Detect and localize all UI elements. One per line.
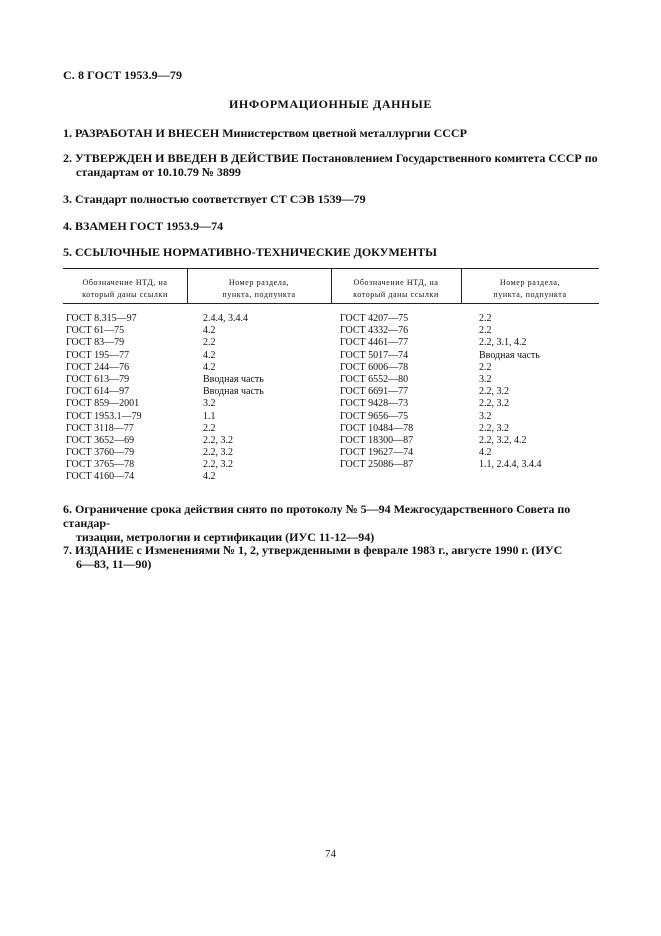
item-text: ССЫЛОЧНЫЕ НОРМАТИВНО-ТЕХНИЧЕСКИЕ ДОКУМЕНТЫ — [75, 245, 437, 259]
table-cell: ГОСТ 4207—75 — [340, 313, 409, 324]
table-cell: 2.2, 3.1, 4.2 — [479, 337, 527, 349]
item-number: 6. — [63, 502, 72, 516]
table-cell: ГОСТ 18300—87 — [340, 434, 414, 446]
table-cell: ГОСТ 9428—73 — [340, 398, 409, 410]
header-line: пункта, подпункта — [493, 290, 567, 299]
table-cell: 2.2 — [203, 337, 216, 349]
table-cell: 3.2 — [479, 373, 492, 385]
table-cell: ГОСТ 4160—74 — [66, 471, 135, 483]
table-cell: ГОСТ 8.315—97 — [66, 313, 137, 324]
column-header-section-2 — [461, 277, 599, 301]
table-cell: ГОСТ 859—2001 — [66, 398, 140, 410]
item-5 — [63, 245, 603, 259]
page-number: 74 — [325, 848, 336, 860]
item-7 — [63, 543, 603, 571]
table-cell: ГОСТ 5017—74 — [340, 349, 409, 361]
table-cell: ГОСТ 613—79 — [66, 373, 130, 385]
item-2 — [63, 151, 603, 179]
table-cell: ГОСТ 4332—76 — [340, 325, 409, 337]
table-cell: 2.2 — [203, 422, 216, 434]
item-1 — [63, 126, 603, 140]
item-number: 4. — [63, 219, 72, 233]
header-line: Обозначение НТД, на — [353, 278, 439, 287]
table-cell: 4.2 — [203, 471, 216, 483]
page-header: С. 8 ГОСТ 1953.9—79 — [63, 68, 183, 82]
item-text-continuation: 6—83, 11—90) — [76, 557, 152, 571]
table-cell: ГОСТ 25086—87 — [340, 459, 414, 471]
item-number: 1. — [63, 126, 72, 140]
table-cell: 2.2, 3.2 — [203, 459, 233, 471]
table-cell: ГОСТ 244—76 — [66, 361, 130, 373]
item-text-continuation: тизации, метрологии и сертификации (ИУС 11-12—94) — [76, 530, 375, 544]
column-right-documents — [340, 313, 413, 471]
item-text: ВЗАМЕН ГОСТ 1953.9—74 — [75, 219, 224, 233]
column-header-document-2 — [331, 277, 461, 301]
table-cell: ГОСТ 10484—78 — [340, 422, 414, 434]
table-cell: 4.2 — [203, 325, 216, 337]
item-number: 7. — [63, 543, 72, 557]
header-line: Обозначение НТД, на — [82, 278, 168, 287]
table-cell: 3.2 — [203, 398, 216, 410]
table-cell: ГОСТ 3765—78 — [66, 459, 135, 471]
table-cell: 1.1 — [203, 410, 216, 422]
table-cell: 2.2, 3.2 — [203, 447, 233, 459]
table-cell: 2.2 — [479, 325, 492, 337]
table-cell: ГОСТ 19627—74 — [340, 447, 414, 459]
table-cell: ГОСТ 1953.1—79 — [66, 410, 142, 422]
table-cell: 2.4.4, 3.4.4 — [203, 313, 248, 324]
table-cell: Вводная часть — [479, 349, 540, 361]
table-cell: 1.1, 2.4.4, 3.4.4 — [479, 459, 542, 471]
header-line: Номер раздела, — [228, 278, 290, 287]
table-cell: 2.2, 3.2 — [479, 398, 509, 410]
item-text: УТВЕРЖДЕН И ВВЕДЕН В ДЕЙСТВИЕ Постановлением Государственного комитета СССР по — [75, 151, 598, 165]
table-cell: 2.2 — [479, 313, 492, 324]
header-line: который даны ссылки — [82, 290, 168, 299]
header-line: пункта, подпункта — [222, 290, 296, 299]
table-cell: 2.2, 3.2 — [479, 422, 509, 434]
table-cell: ГОСТ 6552—80 — [340, 373, 409, 385]
item-text-continuation: стандартам от 10.10.79 № 3899 — [76, 165, 241, 179]
item-number: 3. — [63, 192, 72, 206]
table-cell: ГОСТ 6691—77 — [340, 386, 409, 398]
table-cell: 3.2 — [479, 410, 492, 422]
table-cell: ГОСТ 4461—77 — [340, 337, 409, 349]
column-header-section-1 — [187, 277, 331, 301]
table-cell: ГОСТ 195—77 — [66, 349, 130, 361]
table-cell: 2.2 — [479, 361, 492, 373]
table-cell: ГОСТ 83—79 — [66, 337, 125, 349]
table-cell: ГОСТ 6006—78 — [340, 361, 409, 373]
table-cell: 4.2 — [203, 349, 216, 361]
table-cell: 2.2, 3.2 — [479, 386, 509, 398]
column-left-documents — [66, 313, 142, 484]
table-cell: 2.2, 3.2 — [203, 434, 233, 446]
table-cell: Вводная часть — [203, 373, 264, 385]
column-right-references — [479, 313, 542, 471]
item-text: ИЗДАНИЕ с Изменениями № 1, 2, утвержденными в феврале 1983 г., августе 1990 г. (ИУС — [75, 543, 563, 557]
item-number: 5. — [63, 245, 72, 259]
table-cell: Вводная часть — [203, 386, 264, 398]
page-title: ИНФОРМАЦИОННЫЕ ДАННЫЕ — [229, 97, 432, 111]
item-text: Ограничение срока действия снято по протоколу № 5—94 Межгосударственного Совета по стандар- — [63, 502, 571, 530]
table-cell: 4.2 — [479, 447, 492, 459]
column-left-references — [203, 313, 264, 484]
item-6 — [63, 502, 603, 544]
header-line: который даны ссылки — [353, 290, 439, 299]
item-text: РАЗРАБОТАН И ВНЕСЕН Министерством цветной металлургии СССР — [75, 126, 467, 140]
table-cell: ГОСТ 3760—79 — [66, 447, 135, 459]
item-4 — [63, 219, 603, 233]
item-text: Стандарт полностью соответствует СТ СЭВ 1539—79 — [75, 192, 366, 206]
table-cell: ГОСТ 3118—77 — [66, 422, 134, 434]
table-cell: ГОСТ 3652—69 — [66, 434, 135, 446]
table-cell: 4.2 — [203, 361, 216, 373]
table-cell: ГОСТ 9656—75 — [340, 410, 409, 422]
header-line: Номер раздела, — [499, 278, 561, 287]
table-header-rule — [63, 303, 599, 304]
table-cell: 2.2, 3.2, 4.2 — [479, 434, 527, 446]
reference-table — [63, 268, 599, 483]
table-cell: ГОСТ 61—75 — [66, 325, 125, 337]
column-header-document-1 — [63, 277, 187, 301]
item-number: 2. — [63, 151, 72, 165]
item-3 — [63, 192, 603, 206]
table-cell: ГОСТ 614—97 — [66, 386, 130, 398]
